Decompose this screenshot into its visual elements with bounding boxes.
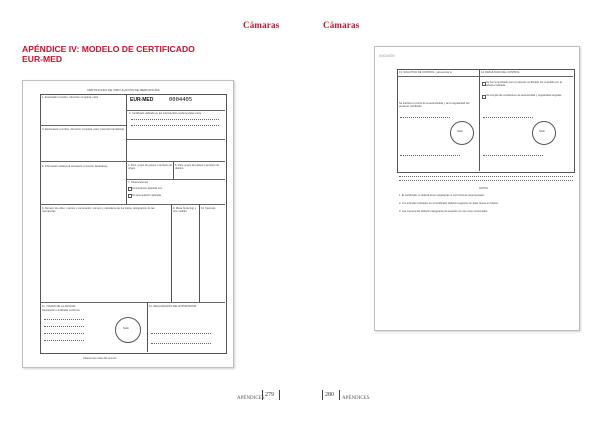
divider — [40, 204, 225, 205]
section-heading — [22, 44, 242, 64]
box2-label: 2. Certificado utilizado en los intercambios preferenciales entre — [129, 112, 202, 115]
divider — [40, 161, 225, 162]
notes-title: NOTAS — [479, 187, 488, 190]
dotted-line — [44, 319, 84, 320]
certificate-back-image — [374, 46, 580, 331]
dotted-line — [44, 340, 84, 341]
box3-label: 3. Destinatario (nombre, dirección completa, país) (mención facultativa) — [42, 128, 125, 131]
dotted-line — [400, 155, 460, 156]
stamp-label: Sello — [457, 130, 463, 133]
divider — [171, 204, 172, 302]
box12-label: 12. DECLARACIÓN DEL EXPORTADOR — [149, 305, 197, 308]
box13-label: 13. SOLICITUD DE CONTROL, para enviar a: — [399, 71, 453, 74]
dotted-line — [400, 117, 450, 118]
divider — [126, 110, 225, 111]
footer-left-label: APÉNDICES — [237, 396, 265, 401]
dotted-line — [44, 326, 84, 327]
logo-text: Cámaras — [243, 20, 280, 30]
stamp-label: Sello — [123, 327, 129, 330]
stamp-circle — [450, 121, 474, 145]
form-title: CERTIFICADO DE CIRCULACIÓN DE MERCANCÍAS — [87, 88, 160, 92]
dotted-line — [131, 119, 219, 120]
stamp-label: Sello — [539, 130, 545, 133]
footer-separator — [262, 390, 263, 400]
divider — [40, 125, 126, 126]
cert-type: EUR-MED — [130, 97, 154, 103]
heading-line-2: EUR-MED — [22, 54, 63, 64]
box1-label: 1. Exportador (nombre, dirección completa, país) — [42, 96, 99, 99]
dotted-line — [399, 180, 573, 181]
footer-right-label: APÉNDICES — [342, 396, 370, 401]
heading-line-1: APÉNDICE IV: MODELO DE CERTIFICADO — [22, 44, 195, 54]
stamp-circle — [532, 121, 556, 145]
divider — [126, 179, 225, 180]
form-footer-note: Véanse las notas del reverso — [83, 357, 117, 360]
footer-separator — [279, 390, 280, 400]
page-number-right: 280 — [325, 392, 334, 398]
logo-text: Cámaras — [323, 20, 360, 30]
box14-option-1: Se ha comprobado que el presente certificado fue expedido por la aduana indicada. — [486, 81, 562, 87]
certificate-front-image — [22, 80, 234, 368]
box7a-label: Acumulación aplicada con — [132, 187, 163, 190]
note-3: 3. Las mercancías deberán designarse de acuerdo con los usos comerciales. — [399, 210, 488, 213]
divider — [40, 302, 225, 303]
divider — [199, 204, 200, 302]
note-1: 1. El certificado no deberá tener raspaduras ni correcciones superpuestas. — [399, 194, 485, 197]
divider — [173, 161, 174, 179]
dotted-line — [151, 333, 211, 334]
box11-text: Declaración certificada conforme — [42, 309, 80, 312]
box5-label: 5. País, grupo de países o territorio de destino — [175, 164, 220, 170]
dotted-line — [44, 333, 84, 334]
footer-separator — [339, 390, 340, 400]
back-serial: 0004405 — [379, 53, 395, 58]
box11-label: 11. VISADO DE LA ADUANA — [42, 305, 76, 308]
divider — [126, 139, 225, 140]
divider — [479, 69, 480, 171]
box4-label: 4. País, grupo de países o territorio de origen — [128, 164, 173, 170]
dotted-line — [151, 343, 211, 344]
dotted-line — [483, 117, 533, 118]
footer-separator — [322, 390, 323, 400]
dotted-line — [399, 176, 573, 177]
box6-label: 6. Información relativa al transporte (mención facultativa) — [42, 165, 108, 168]
camaras-logo-left — [243, 20, 279, 30]
box10-label: 10. Facturas — [201, 207, 216, 210]
box7b-label: No acumulación aplicada — [132, 194, 161, 197]
note-2: 2. Los artículos indicados en el certificado deberán seguirse sin dejar líneas en blanco. — [399, 202, 499, 205]
dotted-line — [483, 155, 543, 156]
stamp-circle — [115, 317, 141, 343]
page-number-left: 279 — [265, 392, 274, 398]
box8-label: 8. Número de orden; marcas y numeración; número y naturaleza de los bultos; designación de las mercancías — [42, 207, 155, 213]
cert-number: 0004405 — [169, 97, 193, 103]
camaras-logo-right — [323, 20, 359, 30]
box13-text: Se solicita el control de la autenticidad y de la regularidad del presente certificado. — [399, 102, 470, 108]
dotted-line — [131, 125, 219, 126]
divider — [397, 76, 573, 77]
box14-label: 14. RESULTADO DEL CONTROL — [481, 71, 520, 74]
box9-label: 9. Masa bruta (kg) u otra medida — [173, 207, 197, 213]
divider — [147, 302, 148, 352]
box7-label: 7. Observaciones — [128, 181, 149, 184]
box14-option-2: No cumple las condiciones de autenticidad y regularidad exigidas. — [486, 94, 562, 97]
